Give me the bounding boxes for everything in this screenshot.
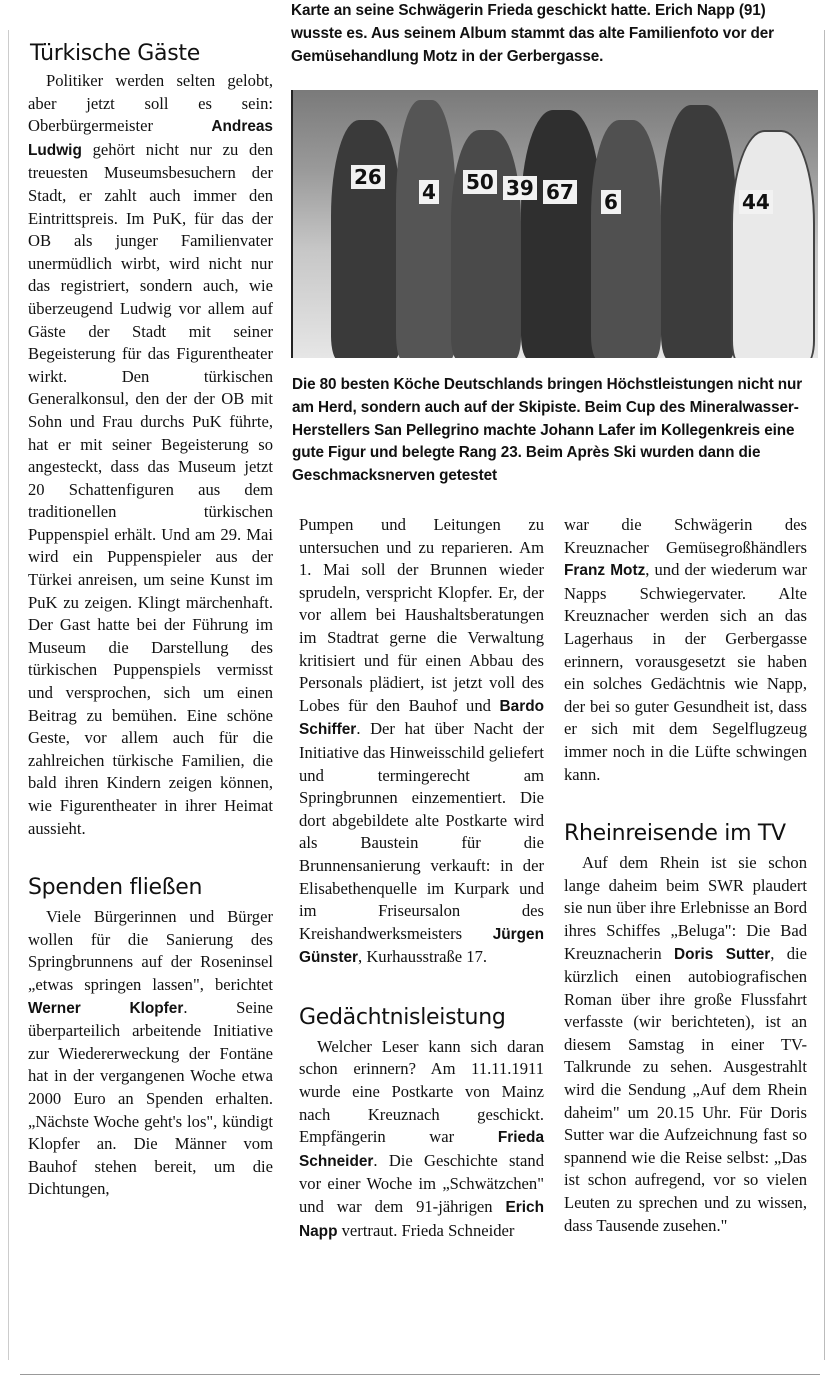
article-rheinreisende [564, 852, 807, 1237]
person-name: Bardo Schiffer [299, 697, 544, 739]
heading-spenden-fliessen: Spenden fließen [28, 875, 203, 901]
text-segment: gehört nicht nur zu den treuesten Museumsbesuchern der Stadt, er zahlt auch immer den Eintrittspreis. Im PuK, für das der OB als junger Familienvater unermüdlich wirbt, wird nicht nur das registriert, sondern auch, wie überzeugend Ludwig vor allem auf Gäste der Stadt mit seiner Begeisterung für das Figurentheater wirkt. Den türkischen Generalkonsul, den der der OB mit Sohn und Frau durchs PuK führte, hat er mit seiner Begeisterung so angesteckt, dass das Museum jetzt 20 Schattenfiguren aus dem traditionellen türkischen Puppenspiel erhält. Und am 29. Mai wird ein Puppenspieler aus der Türkei anreisen, um seine Kunst im PuK zu zeigen. Klingt märchenhaft. Der Gast hatte bei der Führung im Museum die Darstellung des türkischen Puppenspiels vermisst und versprochen, sich um einen Beitrag zu bemühen. Eine schöne Geste, vor allem auch für die zahlreichen türkische Familien, die bald ihren Kindern zeigen können, wie Figurentheater in ihrer Heimat aussieht. [28, 139, 273, 838]
ski-photo [291, 90, 818, 358]
top-text-continuation: Karte an seine Schwägerin Frieda geschickt hatte. Erich Napp (91) wusste es. Aus seinem Album stammt das alte Familienfoto vor der Gemüsehandlung Motz in der Gerbergasse. [291, 2, 774, 65]
photo-bib: 50 [463, 170, 497, 194]
photo-bib: 39 [503, 176, 537, 200]
article-gedaechtnisleistung [299, 1036, 544, 1243]
column-divider [8, 30, 9, 1360]
photo-bib: 6 [601, 190, 621, 214]
person-name: Andreas Ludwig [28, 118, 273, 159]
heading-gedaechtnisleistung: Gedächtnisleistung [299, 1004, 506, 1030]
text-segment: , die kürzlich einen autobiografischen Roman über ihre große Flussfahrt verfasste (wir berichteten), ist an diesem Samstag in einer TV-Talkrunde zu sehen. Ausgestrahlt wird die Sendung „Auf dem Rhein daheim" um 20.15 Uhr. Für Doris Sutter war die Aufzeichnung fast so spannend wie die Reise selbst: „Das ist schon aufregend, vor so vielen Leuten zu sprechen und zu wissen, dass Tausende zusehen." [564, 943, 807, 1235]
text-segment: . Die Geschichte stand vor einer Woche im „Schwätzchen" und war dem 91-jährigen [299, 1150, 544, 1217]
article-tuerkische-gaeste [28, 70, 273, 840]
text-segment: Welcher Leser kann sich daran schon erinnern? Am 11.11.1911 wurde eine Postkarte von Mainz nach Kreuznach geschickt. Empfängerin war [299, 1036, 544, 1147]
text-segment: . Seine überparteilich arbeitende Initiative zur Wiedererweckung der Fontäne hat in der vergangenen Woche etwa 2000 Euro an Spenden erhalten. „Nächste Woche geht's los", kündigt Klopfer an. Die Männer vom Bauhof stehen bereit, um die Dichtungen, [28, 997, 273, 1199]
right-column [564, 514, 807, 1237]
text-segment: . Der hat über Nacht der Initiative das Hinweisschild geliefert und termingerecht am Springbrunnen einzementiert. Die dort abgebildete alte Postkarte wird als Baustein für die Brunnensanierung verkauft: in der Elisabethenquelle im Kurpark und im Friseursalon des Kreishandwerksmeisters [299, 719, 544, 943]
caption-text: Die 80 besten Köche Deutschlands bringen Höchstleistungen nicht nur am Herd, sondern auch auf der Skipiste. Beim Cup des Mineralwasser-Herstellers San Pellegrino machte Johann Lafer im Kollegenkreis eine gute Figur und belegte Rang 23. Beim Après Ski wurden dann die Geschmacksnerven getestet [292, 376, 803, 485]
text-segment: Politiker werden selten gelobt, aber jetzt soll es sein: Oberbürgermeister [28, 71, 273, 136]
photo-figure [521, 110, 601, 358]
photo-figure [396, 100, 456, 358]
person-name: Jürgen Günster [299, 925, 544, 967]
text-segment: Auf dem Rhein ist sie schon lange daheim beim SWR plaudert sie nun über ihre Erlebnisse an Bord ihres Schiffes „Beluga": Die Bad Kreuznacherin [564, 853, 807, 963]
middle-column [299, 514, 544, 1243]
photo-bib: 26 [351, 165, 385, 189]
article-spenden-fliessen [28, 906, 273, 1201]
person-name: Franz Motz [564, 562, 646, 580]
heading-rheinreisende-im-tv: Rheinreisende im TV [564, 821, 786, 847]
bottom-rule [20, 1374, 820, 1375]
top-text [291, 0, 791, 68]
column-divider [824, 30, 825, 1360]
photo-figure [591, 120, 661, 358]
person-name: Doris Sutter [673, 945, 771, 963]
article-gedaechtnisleistung-continued [564, 514, 807, 786]
photo-caption [292, 374, 812, 488]
photo-bib: 4 [419, 180, 439, 204]
text-segment: war die Schwägerin des Kreuznacher Gemüsegroßhändlers [564, 515, 807, 557]
photo-bib: 44 [739, 190, 773, 214]
person-name: Werner Klopfer [28, 999, 184, 1017]
photo-figure [661, 105, 736, 358]
person-name: Erich Napp [299, 1199, 544, 1240]
text-segment: vertraut. Frieda Schneider [337, 1220, 515, 1240]
text-segment: , und der wiederum war Napps Schwiegervater. Alte Kreuznacher werden sich an das Lagerhaus in der Gerbergasse erinnern, vorausgesetzt sie haben ein solches Gedächtnis wie Napp, der bei so guter Gesundheit ist, dass er sich mit dem Segelflugzeug immer noch in die Lüfte schwingen kann. [564, 560, 807, 784]
photo-figure [451, 130, 521, 358]
photo-border-line [291, 90, 293, 358]
text-segment: , Kurhausstraße 17. [358, 947, 488, 967]
photo-figure [731, 130, 815, 358]
text-segment: Pumpen und Leitungen zu untersuchen und zu reparieren. Am 1. Mai soll der Brunnen wieder sprudeln, verspricht Klopfer. Er, der vor allem bei Haushaltsberatungen im Stadtrat gerne die Verwaltung kritisiert und für einen Abbau des Personals plädiert, ist jetzt voll des Lobes für den Bauhof und [299, 515, 544, 715]
photo-figure [331, 120, 401, 358]
left-column [28, 40, 273, 1201]
heading-tuerkische-gaeste: Türkische Gäste [30, 41, 200, 66]
text-segment: Viele Bürgerinnen und Bürger wollen für die Sanierung des Springbrunnens auf der Roseninsel „etwas springen lassen", berichtet [28, 907, 273, 994]
person-name: Frieda Schneider [299, 1129, 544, 1170]
article-spenden-continued [299, 514, 544, 970]
photo-bib: 67 [543, 180, 577, 204]
